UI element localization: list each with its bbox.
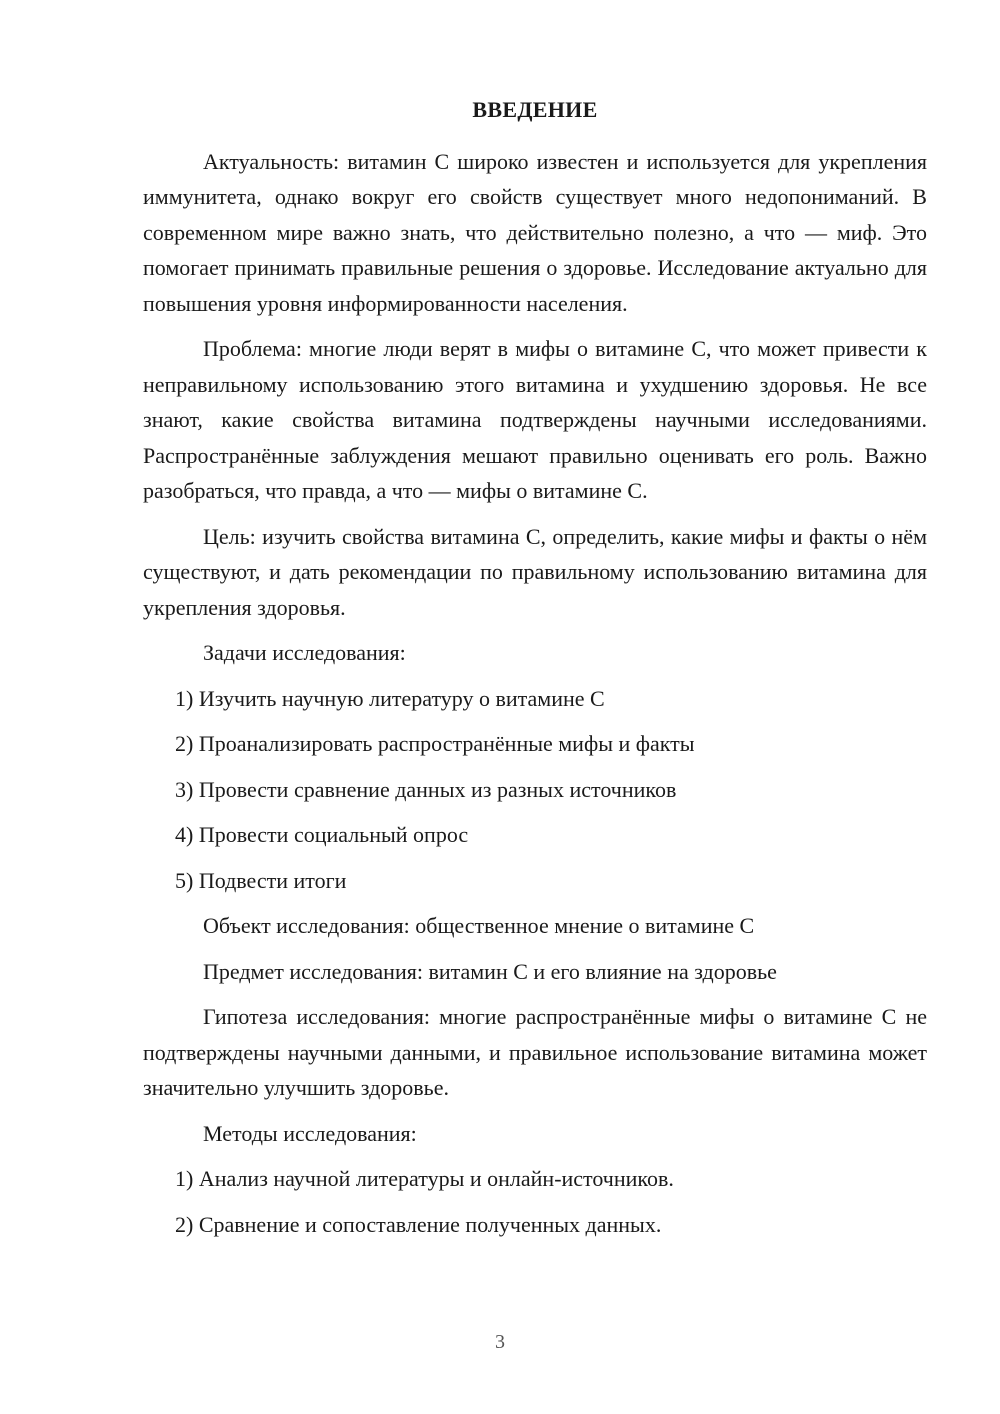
- task-item: 2) Проанализировать распространённые мифы и факты: [175, 731, 695, 756]
- method-item: 1) Анализ научной литературы и онлайн-источников.: [175, 1166, 674, 1191]
- task-item: 3) Провести сравнение данных из разных источников: [175, 776, 677, 802]
- methods-label: Методы исследования:: [203, 1120, 417, 1146]
- document-page: [143, 92, 927, 1252]
- relevance-paragraph: Актуальность: витамин С широко известен и используется для укрепления иммунитета, однако вокруг его свойств существует много недопониманий. В современном мире важно знать, что действительно полезно, а что — миф. Это помогает принимать правильные решения о здоровье. Исследование актуально для повышения уровня информированности населения.: [143, 148, 927, 316]
- goal-paragraph: Цель: изучить свойства витамина С, определить, какие мифы и факты о нём существуют, и дать рекомендации по правильному использованию витамина для укрепления здоровья.: [143, 523, 927, 620]
- problem-paragraph: Проблема: многие люди верят в мифы о витамине С, что может привести к неправильному использованию этого витамина и ухудшению здоровья. Не все знают, какие свойства витамина подтверждены научными исследованиями. Распространённые заблуждения мешают правильно оценивать его роль. Важно разобраться, что правда, а что — мифы о витамине С.: [143, 336, 927, 503]
- method-item: 2) Сравнение и сопоставление полученных данных.: [175, 1211, 662, 1237]
- tasks-label: Задачи исследования:: [203, 640, 406, 665]
- task-item: 5) Подвести итоги: [175, 867, 347, 893]
- task-item: 1) Изучить научную литературу о витамине С: [175, 685, 605, 711]
- page-number: 3: [495, 1331, 505, 1353]
- object-line: Объект исследования: общественное мнение о витамине С: [203, 913, 755, 938]
- hypothesis-paragraph: Гипотеза исследования: многие распространённые мифы о витамине С не подтверждены научными данными, и правильное использование витамина может значительно улучшить здоровье.: [143, 1004, 927, 1100]
- task-item: 4) Провести социальный опрос: [175, 822, 469, 847]
- page-title: ВВЕДЕНИЕ: [472, 97, 598, 122]
- subject-line: Предмет исследования: витамин С и его влияние на здоровье: [203, 958, 777, 984]
